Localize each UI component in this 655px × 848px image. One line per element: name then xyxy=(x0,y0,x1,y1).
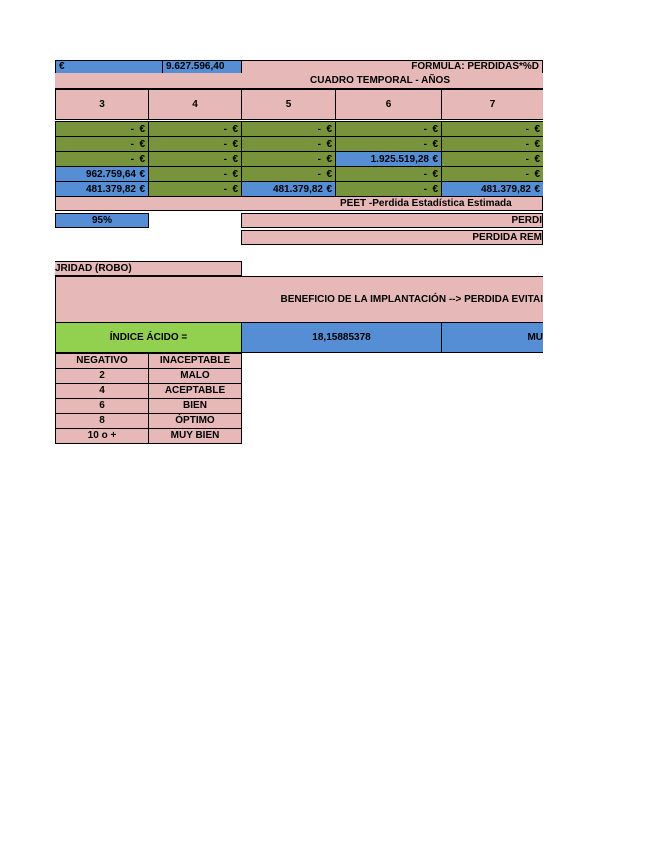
year-7-row-4-cell: - € xyxy=(441,166,543,182)
scale-rating-cell: MALO xyxy=(148,368,242,384)
seguridad-label: JRIDAD (ROBO) xyxy=(55,261,242,276)
total-loss-cell: 9.627.596,40 xyxy=(162,60,242,74)
year-4-row-4-cell: - € xyxy=(148,166,242,182)
formula-cell: FORMULA: PERDIDAS*%D xyxy=(241,60,543,74)
year-6-row-3-cell: 1.925.519,28 € xyxy=(335,151,442,167)
year-5-row-1-cell: - € xyxy=(241,121,336,137)
scale-value-cell: 8 xyxy=(55,413,149,429)
indice-rating: MU xyxy=(441,322,543,353)
temporal-title: CUADRO TEMPORAL - AÑOS xyxy=(55,73,543,89)
year-5-row-5-cell: 481.379,82 € xyxy=(241,181,336,197)
year-3-row-2-cell: - € xyxy=(55,136,149,152)
year-4-row-2-cell: - € xyxy=(148,136,242,152)
percent-cell: 95% xyxy=(55,213,149,228)
year-7-row-2-cell: - € xyxy=(441,136,543,152)
scale-rating-cell: ACEPTABLE xyxy=(148,383,242,399)
year-7-row-3-cell: - € xyxy=(441,151,543,167)
year-header-4: 4 xyxy=(148,89,242,120)
perdida-remanente-cell: PERDIDA REM xyxy=(241,230,543,245)
year-6-row-1-cell: - € xyxy=(335,121,442,137)
year-4-row-1-cell: - € xyxy=(148,121,242,137)
year-4-row-3-cell: - € xyxy=(148,151,242,167)
scale-rating-cell: BIEN xyxy=(148,398,242,414)
beneficio-cell: BENEFICIO DE LA IMPLANTACIÓN --> PERDIDA EVITAI xyxy=(55,276,543,323)
scale-value-cell: NEGATIVO xyxy=(55,353,149,369)
year-header-5: 5 xyxy=(241,89,336,120)
year-3-row-3-cell: - € xyxy=(55,151,149,167)
indice-label: ÍNDICE ÁCIDO = xyxy=(55,322,242,353)
scale-rating-cell: ÓPTIMO xyxy=(148,413,242,429)
scale-rating-cell: MUY BIEN xyxy=(148,428,242,444)
scale-value-cell: 2 xyxy=(55,368,149,384)
indice-value: 18,15885378 xyxy=(241,322,442,353)
year-4-row-5-cell: - € xyxy=(148,181,242,197)
scale-rating-cell: INACEPTABLE xyxy=(148,353,242,369)
year-header-3: 3 xyxy=(55,89,149,120)
year-header-7: 7 xyxy=(441,89,543,120)
scale-value-cell: 6 xyxy=(55,398,149,414)
year-3-row-1-cell: - € xyxy=(55,121,149,137)
year-7-row-1-cell: - € xyxy=(441,121,543,137)
scale-value-cell: 10 o + xyxy=(55,428,149,444)
perdida-cell: PERDI xyxy=(241,213,543,228)
year-7-row-5-cell: 481.379,82 € xyxy=(441,181,543,197)
year-5-row-4-cell: - € xyxy=(241,166,336,182)
year-5-row-2-cell: - € xyxy=(241,136,336,152)
year-3-row-5-cell: 481.379,82 € xyxy=(55,181,149,197)
year-6-row-4-cell: - € xyxy=(335,166,442,182)
year-6-row-2-cell: - € xyxy=(335,136,442,152)
peet-label: PEET -Perdida Estadística Estimada xyxy=(340,198,512,209)
currency-cell: € xyxy=(55,60,163,74)
year-6-row-5-cell: - € xyxy=(335,181,442,197)
year-header-6: 6 xyxy=(335,89,442,120)
scale-value-cell: 4 xyxy=(55,383,149,399)
year-5-row-3-cell: - € xyxy=(241,151,336,167)
year-3-row-4-cell: 962.759,64 € xyxy=(55,166,149,182)
